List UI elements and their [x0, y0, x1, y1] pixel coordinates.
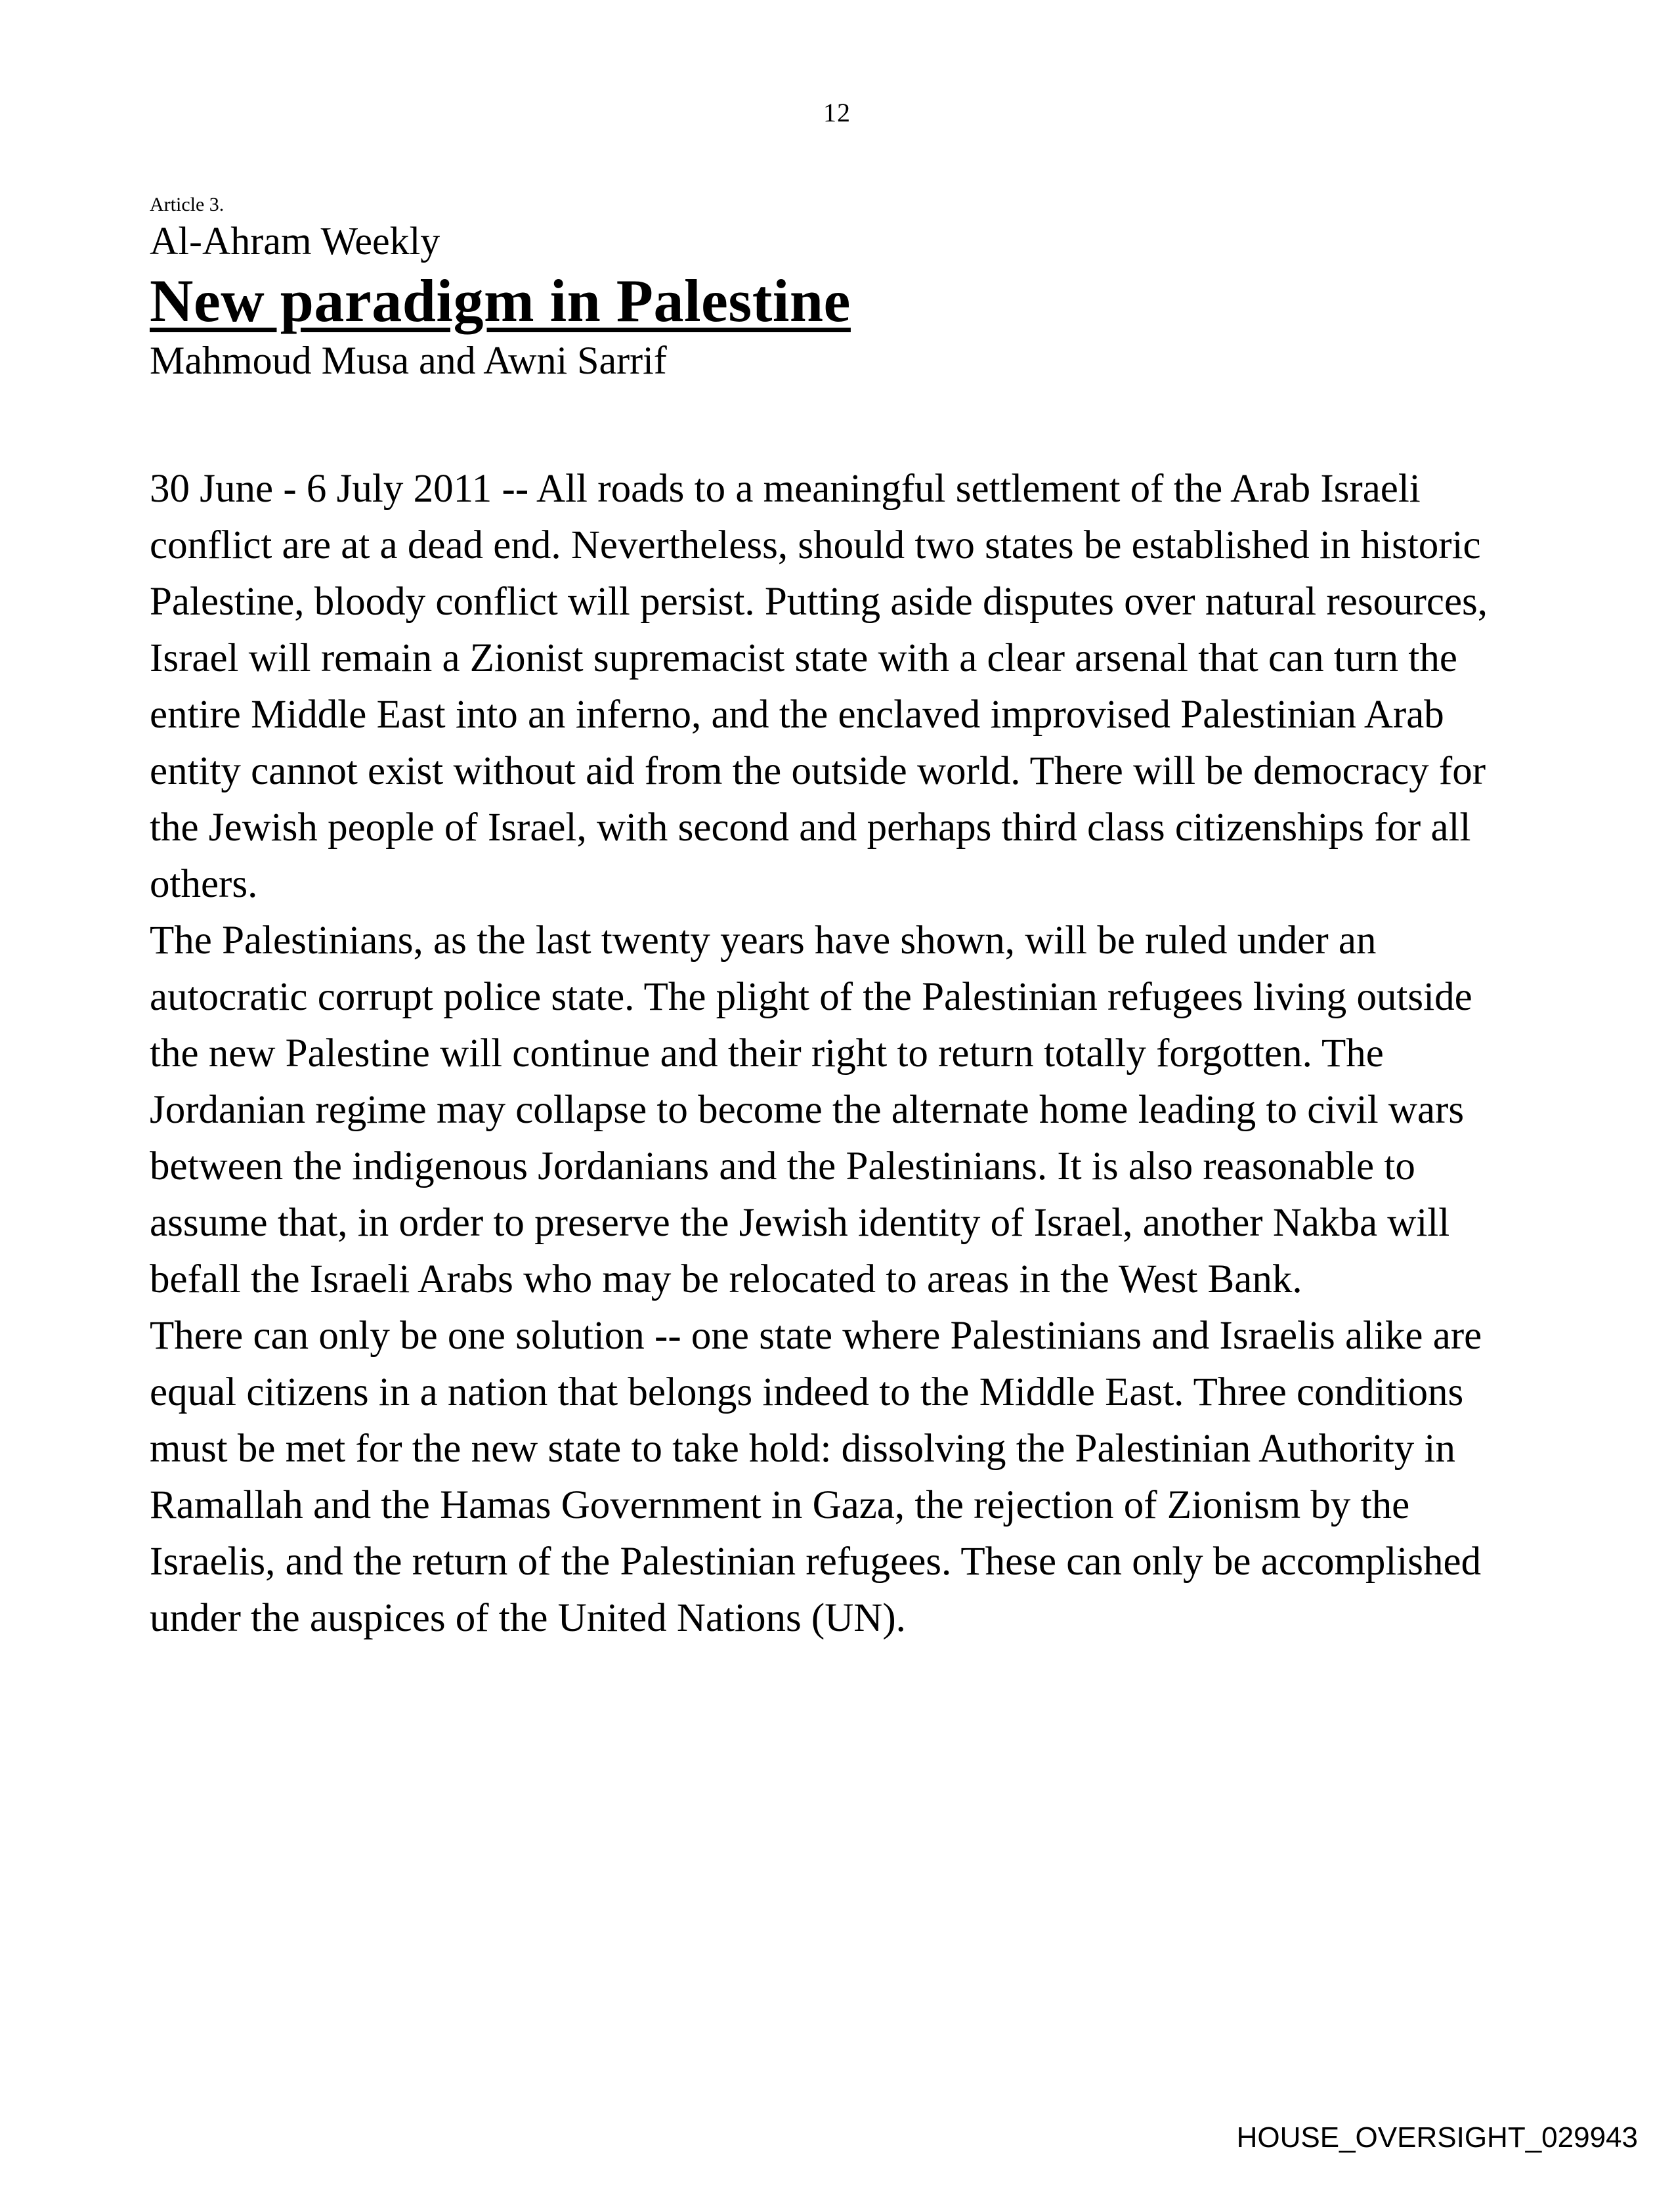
page-number: 12: [823, 98, 851, 127]
article-title: New paradigm in Palestine: [150, 267, 851, 334]
article-body: [150, 461, 1525, 1647]
article-content: [150, 194, 1525, 1647]
article-label: Article 3.: [150, 194, 225, 215]
article-byline: Mahmoud Musa and Awni Sarrif: [150, 338, 667, 382]
article-paragraph: The Palestinians, as the last twenty years have shown, will be ruled under an autocratic corrupt police state. The plight of the Palestinian refugees living outside the new Palestine will continue and their right to return totally forgotten. The Jordanian regime may collapse to become the alternate home leading to civil wars between the indigenous Jordanians and the Palestinians. It is also reasonable to assume that, in order to preserve the Jewish identity of Israel, another Nakba will befall the Israeli Arabs who may be relocated to areas in the West Bank.: [150, 918, 1472, 1301]
bates-number: HOUSE_OVERSIGHT_029943: [1236, 2121, 1638, 2154]
article-source: Al-Ahram Weekly: [150, 219, 440, 263]
article-paragraph: There can only be one solution -- one state where Palestinians and Israelis alike are equal citizens in a nation that belongs indeed to the Middle East. Three conditions must be met for the new state to take hold: dissolving the Palestinian Authority in Ramallah and the Hamas Government in Gaza, the rejection of Zionism by the Israelis, and the return of the Palestinian refugees. These can only be accomplished under the auspices of the United Nations (UN).: [150, 1313, 1482, 1640]
article-paragraph: 30 June - 6 July 2011 -- All roads to a meaningful settlement of the Arab Israeli conflict are at a dead end. Nevertheless, should two states be established in historic Palestine, bloody conflict will persist. Putting aside disputes over natural resources, Israel will remain a Zionist supremacist state with a clear arsenal that can turn the entire Middle East into an inferno, and the enclaved improvised Palestinian Arab entity cannot exist without aid from the outside world. There will be democracy for the Jewish people of Israel, with second and perhaps third class citizenships for all others.: [150, 466, 1488, 906]
